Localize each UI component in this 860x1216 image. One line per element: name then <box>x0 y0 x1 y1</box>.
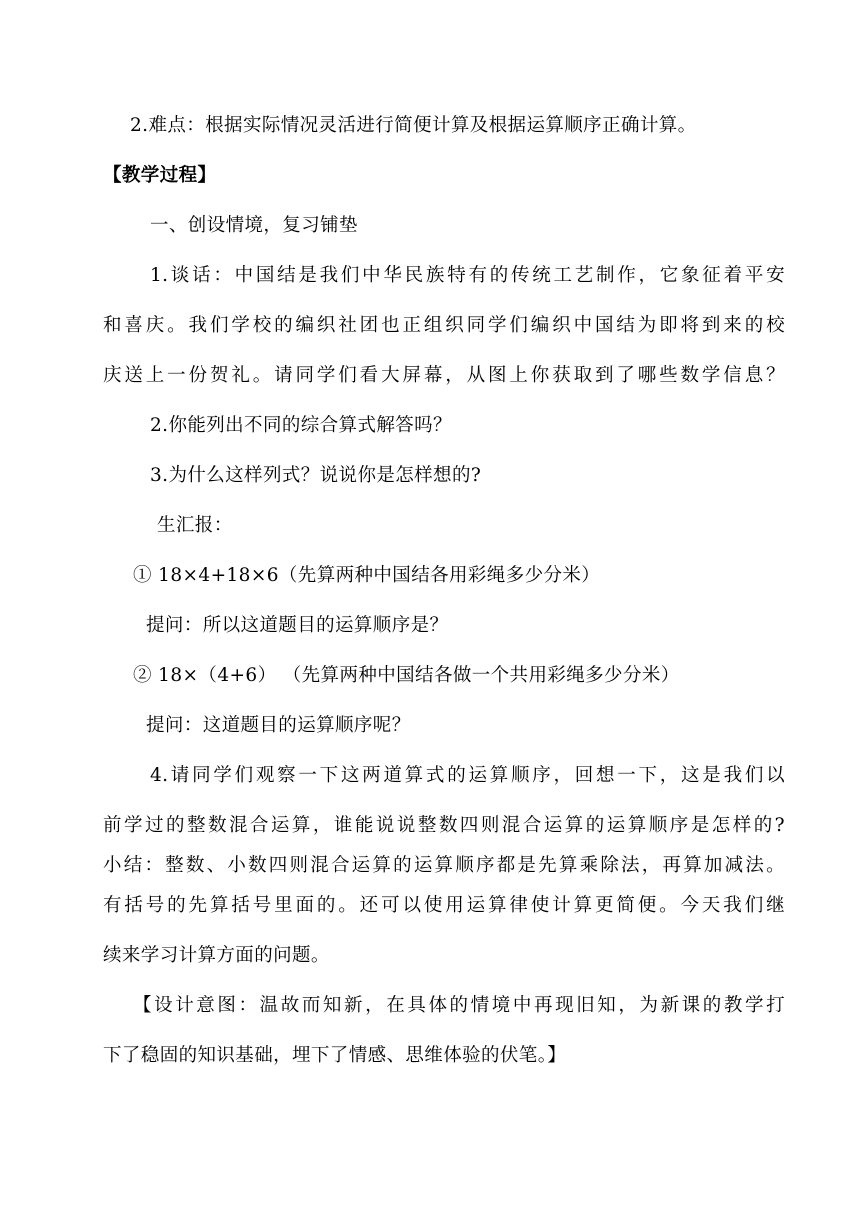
subsection-heading: 一、创设情境，复习铺垫 <box>150 215 358 236</box>
paragraph-line: 有括号的先算括号里面的。还可以使用运算律使计算更简便。今天我们继 <box>103 895 785 916</box>
paragraph-line: 1.谈话：中国结是我们中华民族特有的传统工艺制作，它象征着平安 <box>150 265 785 286</box>
paragraph-line: 前学过的整数混合运算，谁能说说整数四则混合运算的运算顺序是怎样的? <box>103 815 785 836</box>
design-intent-line: 【设计意图：温故而知新，在具体的情境中再现旧知，为新课的教学打 <box>133 995 785 1016</box>
formula-line-2: ② 18×（4+6） （先算两种中国结各做一个共用彩绳多少分米） <box>133 665 680 686</box>
question-line-2: 提问：这道题目的运算顺序呢？ <box>146 715 411 736</box>
paragraph-line: 生汇报： <box>157 515 233 536</box>
difficulty-point: 2.难点：根据实际情况灵活进行简便计算及根据运算顺序正确计算。 <box>130 115 697 136</box>
formula-line-1: ① 18×4+18×6（先算两种中国结各用彩绳多少分米） <box>133 565 601 586</box>
paragraph-line: 4.请同学们观察一下这两道算式的运算顺序，回想一下，这是我们以 <box>150 765 785 786</box>
summary-line: 小结：整数、小数四则混合运算的运算顺序都是先算乘除法，再算加减法。 <box>103 855 785 876</box>
design-intent-line: 下了稳固的知识基础，埋下了情感、思维体验的伏笔。】 <box>103 1045 567 1066</box>
question-line-1: 提问：所以这道题目的运算顺序是？ <box>146 615 449 636</box>
paragraph-line: 续来学习计算方面的问题。 <box>103 945 330 966</box>
paragraph-line: 2.你能列出不同的综合算式解答吗？ <box>150 415 452 436</box>
paragraph-line: 3.为什么这样列式？说说你是怎样想的? <box>150 465 482 486</box>
section-heading-teaching-process: 【教学过程】 <box>103 165 217 186</box>
paragraph-line: 庆送上一份贺礼。请同学们看大屏幕，从图上你获取到了哪些数学信息？ <box>103 365 785 386</box>
paragraph-line: 和喜庆。我们学校的编织社团也正组织同学们编织中国结为即将到来的校 <box>103 315 785 336</box>
